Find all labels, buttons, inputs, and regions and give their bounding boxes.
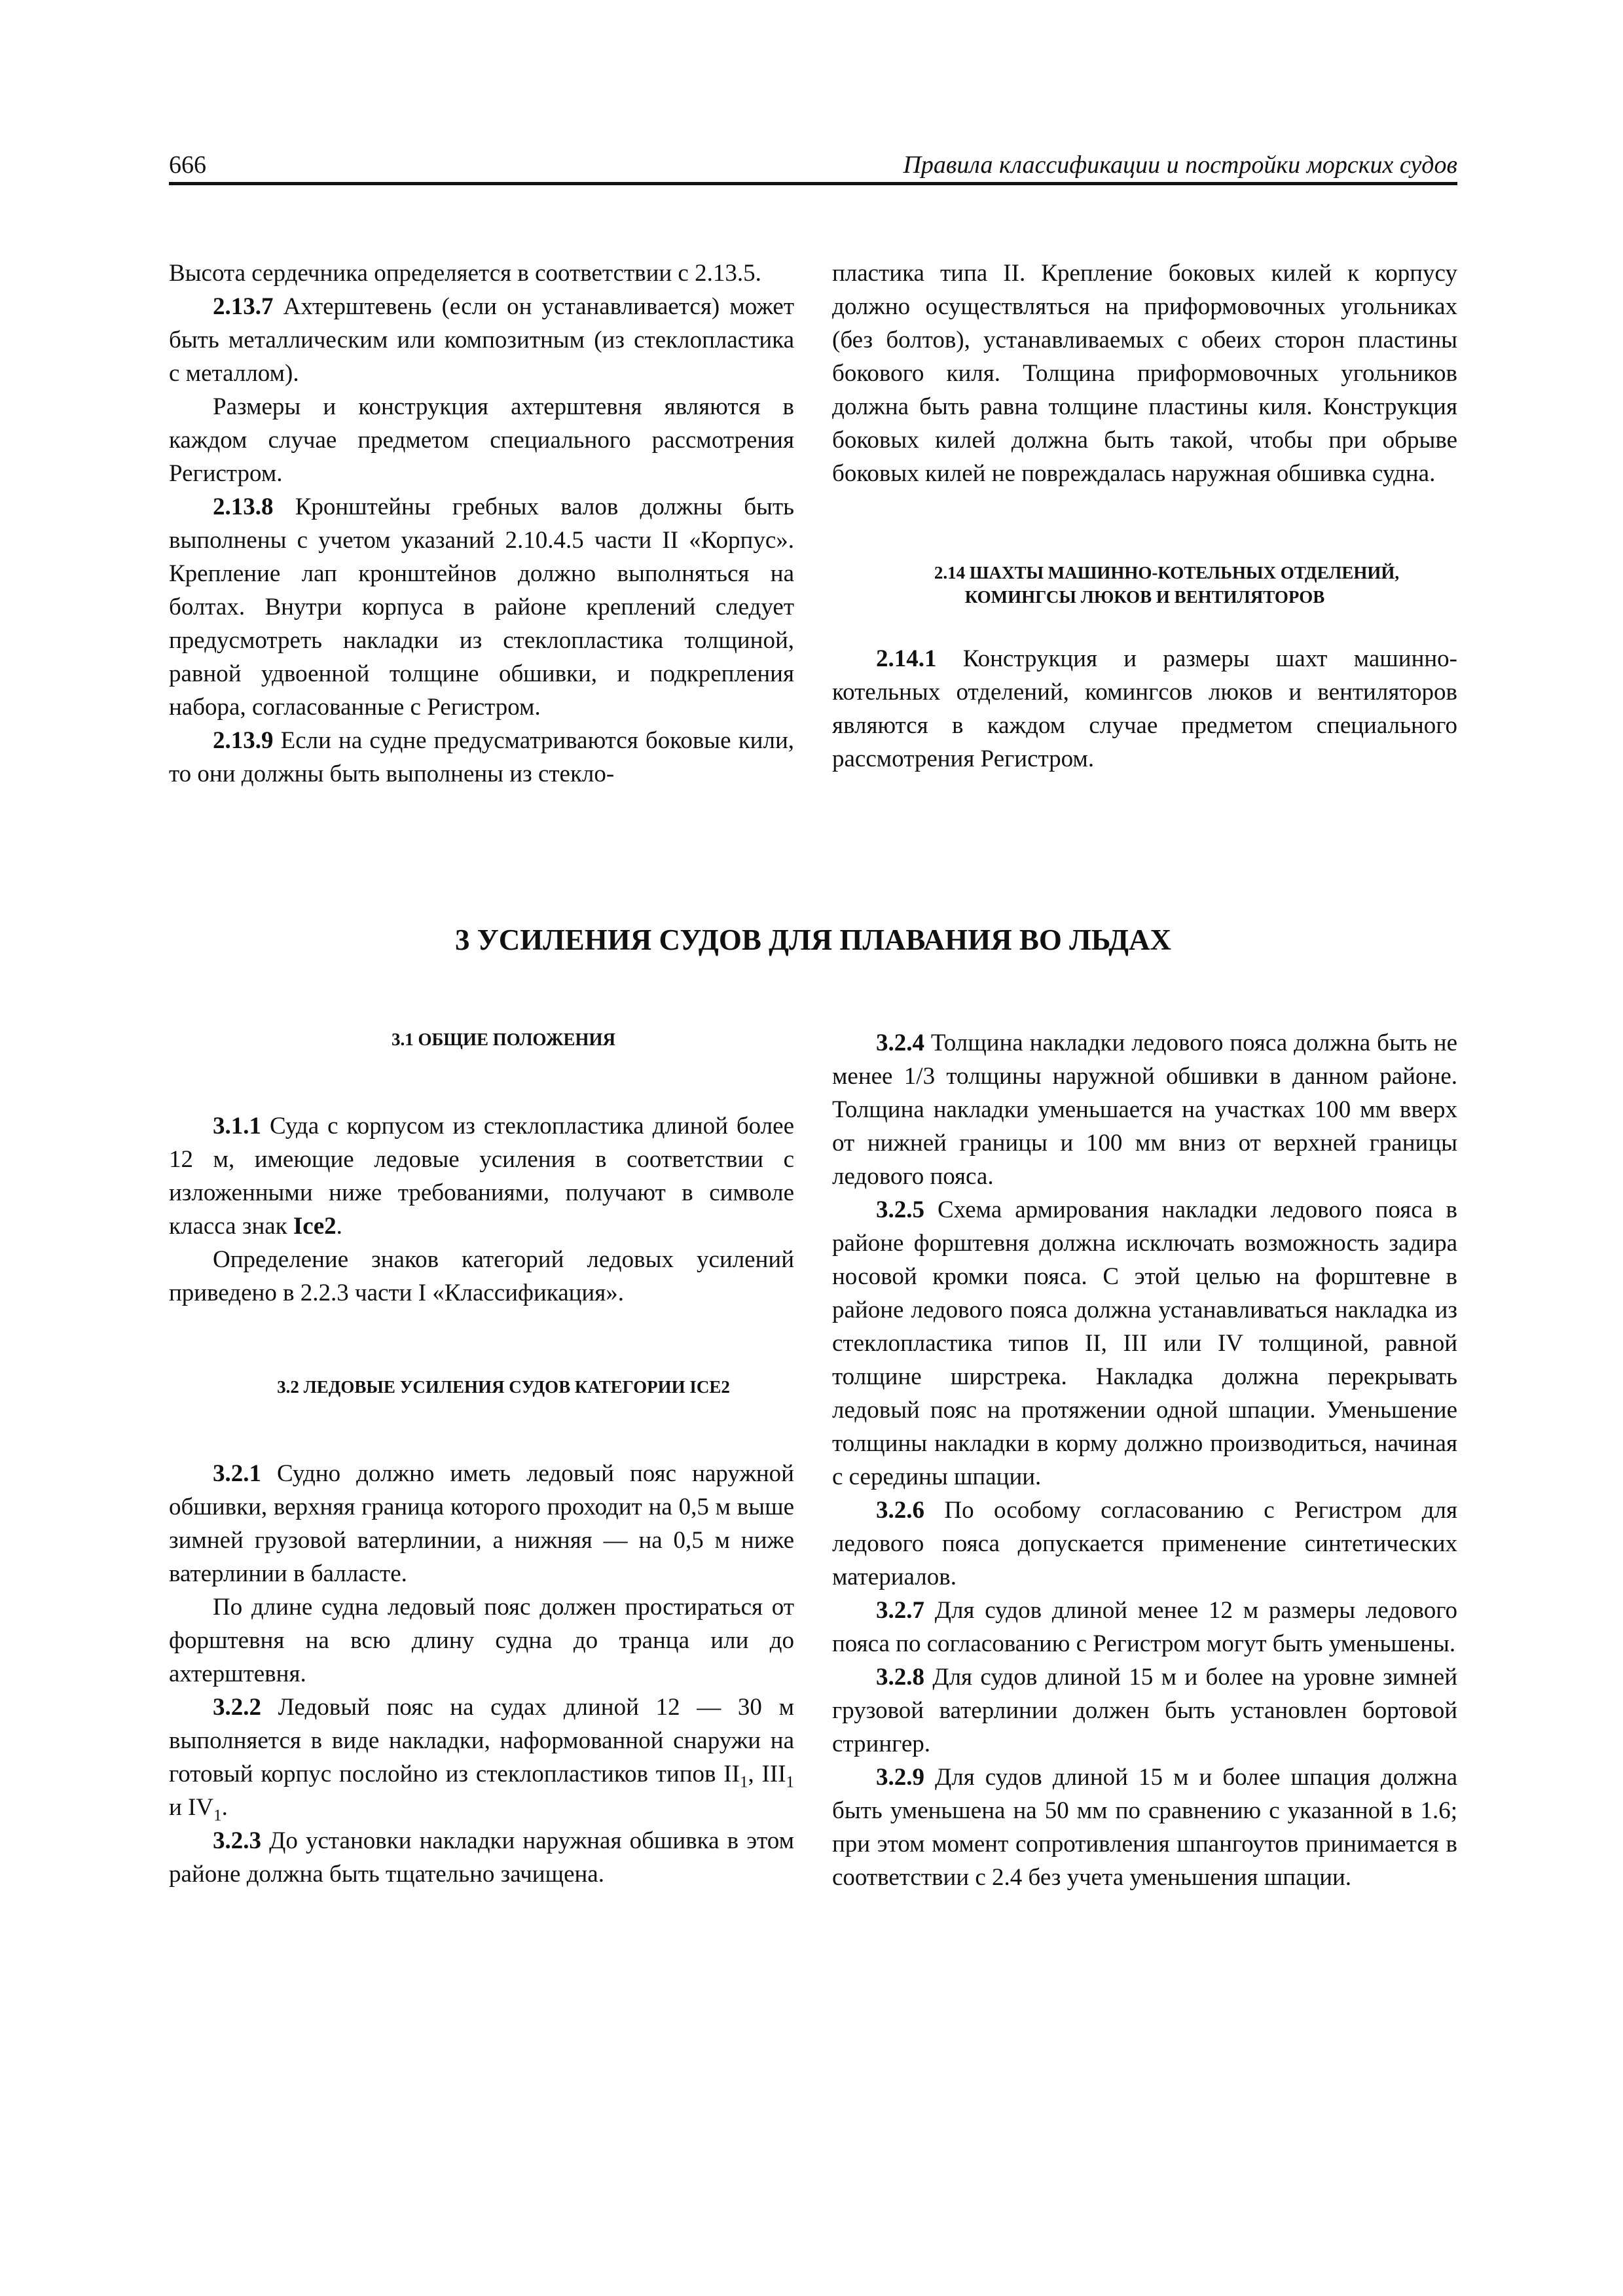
top-left-column	[169, 257, 794, 791]
page-number: 666	[169, 151, 206, 179]
paragraph-core-height: Высота сердечника определяется в соответствии с 2.13.5.	[169, 260, 761, 287]
paragraph-3-1-1: 3.1.1 Суда с корпусом из стеклопластика длиной более 12 м, имеющие ледовые усиления в соответствии с изложенными ниже требованиями, получают в символе класса знак Ice2.	[169, 1113, 794, 1240]
top-right-column	[832, 257, 1457, 776]
ice-class-mark: Ice2	[293, 1213, 337, 1240]
section-heading-2-14: 2.14 ШАХТЫ МАШИННО-КОТЕЛЬНЫХ ОТДЕЛЕНИЙ, КОМИНГСЫ ЛЮКОВ И ВЕНТИЛЯТОРОВ	[934, 563, 1400, 607]
paragraph-3-2-5: 3.2.5 Схема армирования накладки ледового пояса в районе форштевня должна исключать возможность задира носовой кромки пояса. С этой целью на форштевне в районе ледового пояса должна устанавливаться накладка из стеклопластика типов II, III или IV толщиной, равной толщине ширстрека. Накладка должна перекрывать ледовый пояс на протяжении одной шпации. Уменьшение толщины накладки в корму должно производиться, начиная с середины шпации.	[832, 1196, 1457, 1490]
bottom-left-column	[169, 1028, 794, 1891]
paragraph-3-2-2: 3.2.2 Ледовый пояс на судах длиной 12 — 30 м выполняется в виде накладки, наформованной снаружи на готовый корпус послойно из стеклопластиков типов $II_1$, $III_1$ и $IV_1$.	[169, 1694, 794, 1825]
paragraph-2-14-1: 2.14.1 Конструкция и размеры шахт машинно-котельных отделений, комингсов люков и вентиляторов являются в каждом случае предметом специального рассмотрения Регистром.	[832, 645, 1457, 772]
paragraph-3-2-1: 3.2.1 Судно должно иметь ледовый пояс наружной обшивки, верхняя граница которого проходит на 0,5 м выше зимней грузовой ватерлинии, а нижняя — на 0,5 м ниже ватерлинии в балласте.	[169, 1460, 794, 1587]
running-title: Правила классификации и постройки морских судов	[903, 151, 1457, 179]
paragraph-3-2-6: 3.2.6 По особому согласованию с Регистром для ледового пояса допускается применение синтетических материалов.	[832, 1497, 1457, 1590]
bottom-right-column	[832, 1026, 1457, 1894]
paragraph-sternpost-dimensions: Размеры и конструкция ахтерштевня являются в каждом случае предметом специального рассмотрения Регистром.	[169, 393, 794, 487]
paragraph-3-2-4: 3.2.4 Толщина накладки ледового пояса должна быть не менее 1/3 толщины наружной обшивки в данном районе. Толщина накладки уменьшается на участках 100 мм вверх от нижней границы и 100 мм вниз от верхней границы ледового пояса.	[832, 1030, 1457, 1190]
page-header	[169, 145, 1457, 185]
paragraph-ice-categories-definition: Определение знаков категорий ледовых усилений приведено в 2.2.3 части I «Классификация».	[169, 1246, 794, 1306]
paragraph-bilge-keels-continuation: пластика типа II. Крепление боковых килей к корпусу должно осуществляться на приформовочных угольниках (без болтов), устанавливаемых с обеих сторон пластины бокового киля. Толщина приформовочных угольников должна быть равна толщине пластины киля. Конструкция боковых килей должна быть такой, чтобы при обрыве боковых килей не повреждалась наружная обшивка судна.	[832, 260, 1457, 487]
paragraph-2-13-9: 2.13.9 Если на судне предусматриваются боковые кили, то они должны быть выполнены из стекло-	[169, 727, 794, 787]
section-heading-3-2: 3.2 ЛЕДОВЫЕ УСИЛЕНИЯ СУДОВ КАТЕГОРИИ ICE2	[277, 1377, 730, 1397]
paragraph-3-2-3: 3.2.3 До установки накладки наружная обшивка в этом районе должна быть тщательно зачищена.	[169, 1827, 794, 1888]
paragraph-2-13-8: 2.13.8 Кронштейны гребных валов должны быть выполнены с учетом указаний 2.10.4.5 части II «Корпус». Крепление лап кронштейнов должно выполняться на болтах. Внутри корпуса в районе креплений следует предусмотреть накладки из стеклопластика толщиной, равной удвоенной толщине обшивки, и подкрепления набора, согласованные с Регистром.	[169, 493, 794, 721]
section-heading-3-1: 3.1 ОБЩИЕ ПОЛОЖЕНИЯ	[391, 1030, 616, 1049]
paragraph-3-2-8: 3.2.8 Для судов длиной 15 м и более на уровне зимней грузовой ватерлинии должен быть установлен бортовой стрингер.	[832, 1664, 1457, 1757]
paragraph-3-2-9: 3.2.9 Для судов длиной 15 м и более шпация должна быть уменьшена на 50 мм по сравнению с указанной в 1.6; при этом момент сопротивления шпангоутов принимается в соответствии с 2.4 без учета уменьшения шпации.	[832, 1764, 1457, 1891]
paragraph-ice-belt-length: По длине судна ледовый пояс должен простираться от форштевня на всю длину судна до транца или до ахтерштевня.	[169, 1594, 794, 1687]
paragraph-3-2-7: 3.2.7 Для судов длиной менее 12 м размеры ледового пояса по согласованию с Регистром могут быть уменьшены.	[832, 1597, 1457, 1657]
chapter-title: 3 УСИЛЕНИЯ СУДОВ ДЛЯ ПЛАВАНИЯ ВО ЛЬДАХ	[454, 924, 1172, 956]
paragraph-2-13-7: 2.13.7 Ахтерштевень (если он устанавливается) может быть металлическим или композитным (из стеклопластика с металлом).	[169, 293, 794, 387]
